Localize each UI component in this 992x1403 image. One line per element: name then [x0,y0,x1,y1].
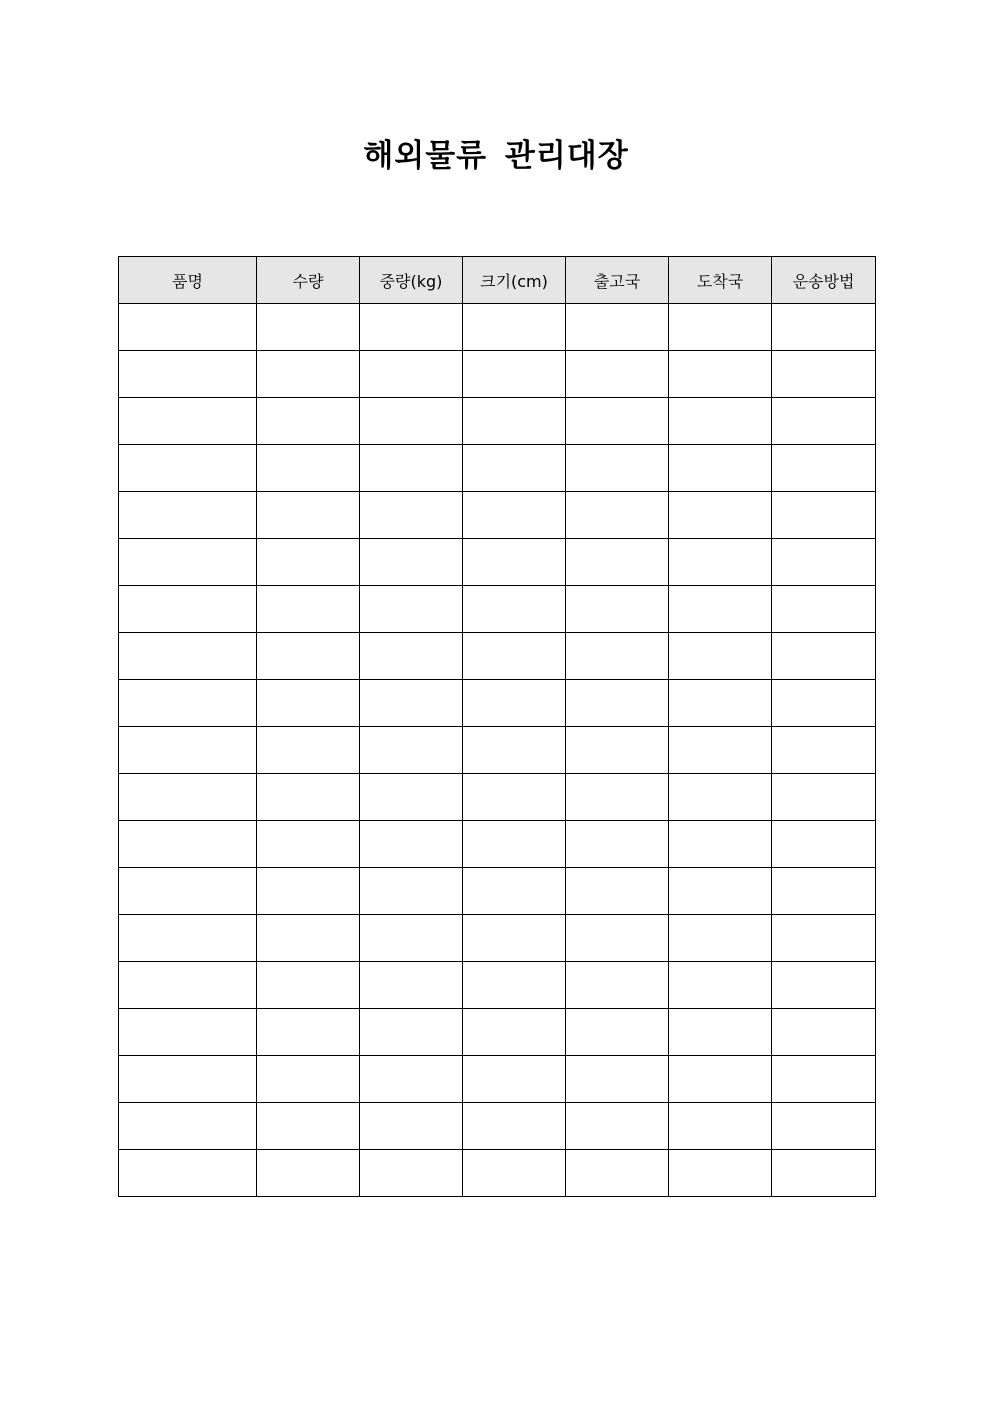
cell-weight[interactable] [360,962,463,1009]
cell-destination-country[interactable] [669,1103,772,1150]
cell-quantity[interactable] [257,868,360,915]
cell-origin-country[interactable] [566,821,669,868]
cell-destination-country[interactable] [669,1009,772,1056]
cell-shipping-method[interactable] [772,1150,876,1197]
cell-size[interactable] [463,1103,566,1150]
cell-shipping-method[interactable] [772,727,876,774]
cell-size[interactable] [463,868,566,915]
cell-weight[interactable] [360,633,463,680]
cell-origin-country[interactable] [566,774,669,821]
cell-item-name[interactable] [119,351,257,398]
table-row [119,727,876,774]
column-header-weight: 중량(kg) [360,257,463,304]
cell-destination-country[interactable] [669,868,772,915]
cell-size[interactable] [463,680,566,727]
cell-quantity[interactable] [257,492,360,539]
table-row [119,539,876,586]
cell-item-name[interactable] [119,586,257,633]
table-row [119,774,876,821]
cell-weight[interactable] [360,586,463,633]
cell-size[interactable] [463,821,566,868]
cell-quantity[interactable] [257,539,360,586]
cell-origin-country[interactable] [566,539,669,586]
cell-destination-country[interactable] [669,727,772,774]
table-row [119,445,876,492]
cell-item-name[interactable] [119,398,257,445]
table-body [119,304,876,1197]
cell-origin-country[interactable] [566,398,669,445]
cell-weight[interactable] [360,351,463,398]
cell-quantity[interactable] [257,633,360,680]
page-title: 해외물류 관리대장 [363,138,629,174]
cell-item-name[interactable] [119,821,257,868]
cell-shipping-method[interactable] [772,445,876,492]
cell-size[interactable] [463,304,566,351]
cell-shipping-method[interactable] [772,304,876,351]
table-header-row [119,257,876,304]
cell-item-name[interactable] [119,962,257,1009]
cell-size[interactable] [463,1056,566,1103]
cell-item-name[interactable] [119,492,257,539]
cell-weight[interactable] [360,1056,463,1103]
cell-size[interactable] [463,1150,566,1197]
cell-weight[interactable] [360,492,463,539]
cell-quantity[interactable] [257,1009,360,1056]
table-row [119,1103,876,1150]
cell-quantity[interactable] [257,1103,360,1150]
cell-size[interactable] [463,727,566,774]
cell-weight[interactable] [360,680,463,727]
cell-item-name[interactable] [119,304,257,351]
table-row [119,821,876,868]
cell-size[interactable] [463,1009,566,1056]
cell-weight[interactable] [360,915,463,962]
cell-destination-country[interactable] [669,633,772,680]
cell-quantity[interactable] [257,727,360,774]
cell-shipping-method[interactable] [772,680,876,727]
cell-destination-country[interactable] [669,821,772,868]
cell-destination-country[interactable] [669,586,772,633]
cell-weight[interactable] [360,539,463,586]
cell-quantity[interactable] [257,774,360,821]
table-row [119,586,876,633]
cell-item-name[interactable] [119,1103,257,1150]
cell-origin-country[interactable] [566,868,669,915]
cell-weight[interactable] [360,1150,463,1197]
cell-origin-country[interactable] [566,304,669,351]
cell-destination-country[interactable] [669,492,772,539]
cell-shipping-method[interactable] [772,586,876,633]
cell-item-name[interactable] [119,633,257,680]
cell-weight[interactable] [360,445,463,492]
cell-shipping-method[interactable] [772,1103,876,1150]
cell-size[interactable] [463,915,566,962]
cell-destination-country[interactable] [669,962,772,1009]
cell-weight[interactable] [360,821,463,868]
cell-weight[interactable] [360,774,463,821]
cell-size[interactable] [463,445,566,492]
table-row [119,868,876,915]
cell-shipping-method[interactable] [772,915,876,962]
cell-shipping-method[interactable] [772,633,876,680]
cell-weight[interactable] [360,304,463,351]
cell-weight[interactable] [360,868,463,915]
cell-quantity[interactable] [257,445,360,492]
cell-shipping-method[interactable] [772,868,876,915]
table-row [119,1150,876,1197]
cell-quantity[interactable] [257,304,360,351]
cell-origin-country[interactable] [566,1009,669,1056]
table-row [119,304,876,351]
cell-destination-country[interactable] [669,445,772,492]
cell-origin-country[interactable] [566,1150,669,1197]
ledger-table [118,256,876,1197]
cell-origin-country[interactable] [566,727,669,774]
column-header-origin-country: 출고국 [566,257,669,304]
cell-quantity[interactable] [257,962,360,1009]
cell-destination-country[interactable] [669,774,772,821]
cell-weight[interactable] [360,398,463,445]
cell-shipping-method[interactable] [772,398,876,445]
column-header-item-name: 품명 [119,257,257,304]
cell-origin-country[interactable] [566,1103,669,1150]
cell-quantity[interactable] [257,1056,360,1103]
cell-quantity[interactable] [257,586,360,633]
cell-destination-country[interactable] [669,539,772,586]
table-row [119,492,876,539]
table-row [119,915,876,962]
table-row [119,680,876,727]
cell-destination-country[interactable] [669,398,772,445]
cell-origin-country[interactable] [566,1056,669,1103]
cell-item-name[interactable] [119,539,257,586]
cell-origin-country[interactable] [566,680,669,727]
cell-origin-country[interactable] [566,492,669,539]
cell-origin-country[interactable] [566,915,669,962]
cell-quantity[interactable] [257,915,360,962]
table-row [119,962,876,1009]
cell-item-name[interactable] [119,680,257,727]
cell-item-name[interactable] [119,1009,257,1056]
cell-destination-country[interactable] [669,680,772,727]
cell-weight[interactable] [360,727,463,774]
cell-quantity[interactable] [257,351,360,398]
cell-item-name[interactable] [119,1056,257,1103]
cell-destination-country[interactable] [669,1056,772,1103]
cell-size[interactable] [463,492,566,539]
cell-size[interactable] [463,398,566,445]
cell-origin-country[interactable] [566,445,669,492]
cell-item-name[interactable] [119,727,257,774]
table-row [119,351,876,398]
cell-shipping-method[interactable] [772,962,876,1009]
table-row [119,398,876,445]
cell-size[interactable] [463,351,566,398]
cell-shipping-method[interactable] [772,821,876,868]
column-header-quantity: 수량 [257,257,360,304]
cell-shipping-method[interactable] [772,774,876,821]
cell-shipping-method[interactable] [772,1056,876,1103]
column-header-size: 크기(cm) [463,257,566,304]
cell-destination-country[interactable] [669,915,772,962]
cell-size[interactable] [463,962,566,1009]
cell-weight[interactable] [360,1009,463,1056]
cell-shipping-method[interactable] [772,492,876,539]
cell-shipping-method[interactable] [772,539,876,586]
table-row [119,1009,876,1056]
cell-origin-country[interactable] [566,351,669,398]
cell-item-name[interactable] [119,1150,257,1197]
column-header-destination-country: 도착국 [669,257,772,304]
cell-quantity[interactable] [257,1150,360,1197]
cell-size[interactable] [463,539,566,586]
cell-shipping-method[interactable] [772,351,876,398]
cell-size[interactable] [463,633,566,680]
cell-origin-country[interactable] [566,633,669,680]
table-row [119,1056,876,1103]
cell-size[interactable] [463,774,566,821]
table-row [119,633,876,680]
cell-quantity[interactable] [257,680,360,727]
cell-item-name[interactable] [119,868,257,915]
cell-size[interactable] [463,586,566,633]
cell-origin-country[interactable] [566,586,669,633]
cell-weight[interactable] [360,1103,463,1150]
cell-item-name[interactable] [119,445,257,492]
cell-quantity[interactable] [257,398,360,445]
cell-item-name[interactable] [119,774,257,821]
cell-destination-country[interactable] [669,1150,772,1197]
column-header-shipping-method: 운송방법 [772,257,876,304]
cell-origin-country[interactable] [566,962,669,1009]
cell-shipping-method[interactable] [772,1009,876,1056]
cell-destination-country[interactable] [669,351,772,398]
cell-destination-country[interactable] [669,304,772,351]
cell-quantity[interactable] [257,821,360,868]
cell-item-name[interactable] [119,915,257,962]
